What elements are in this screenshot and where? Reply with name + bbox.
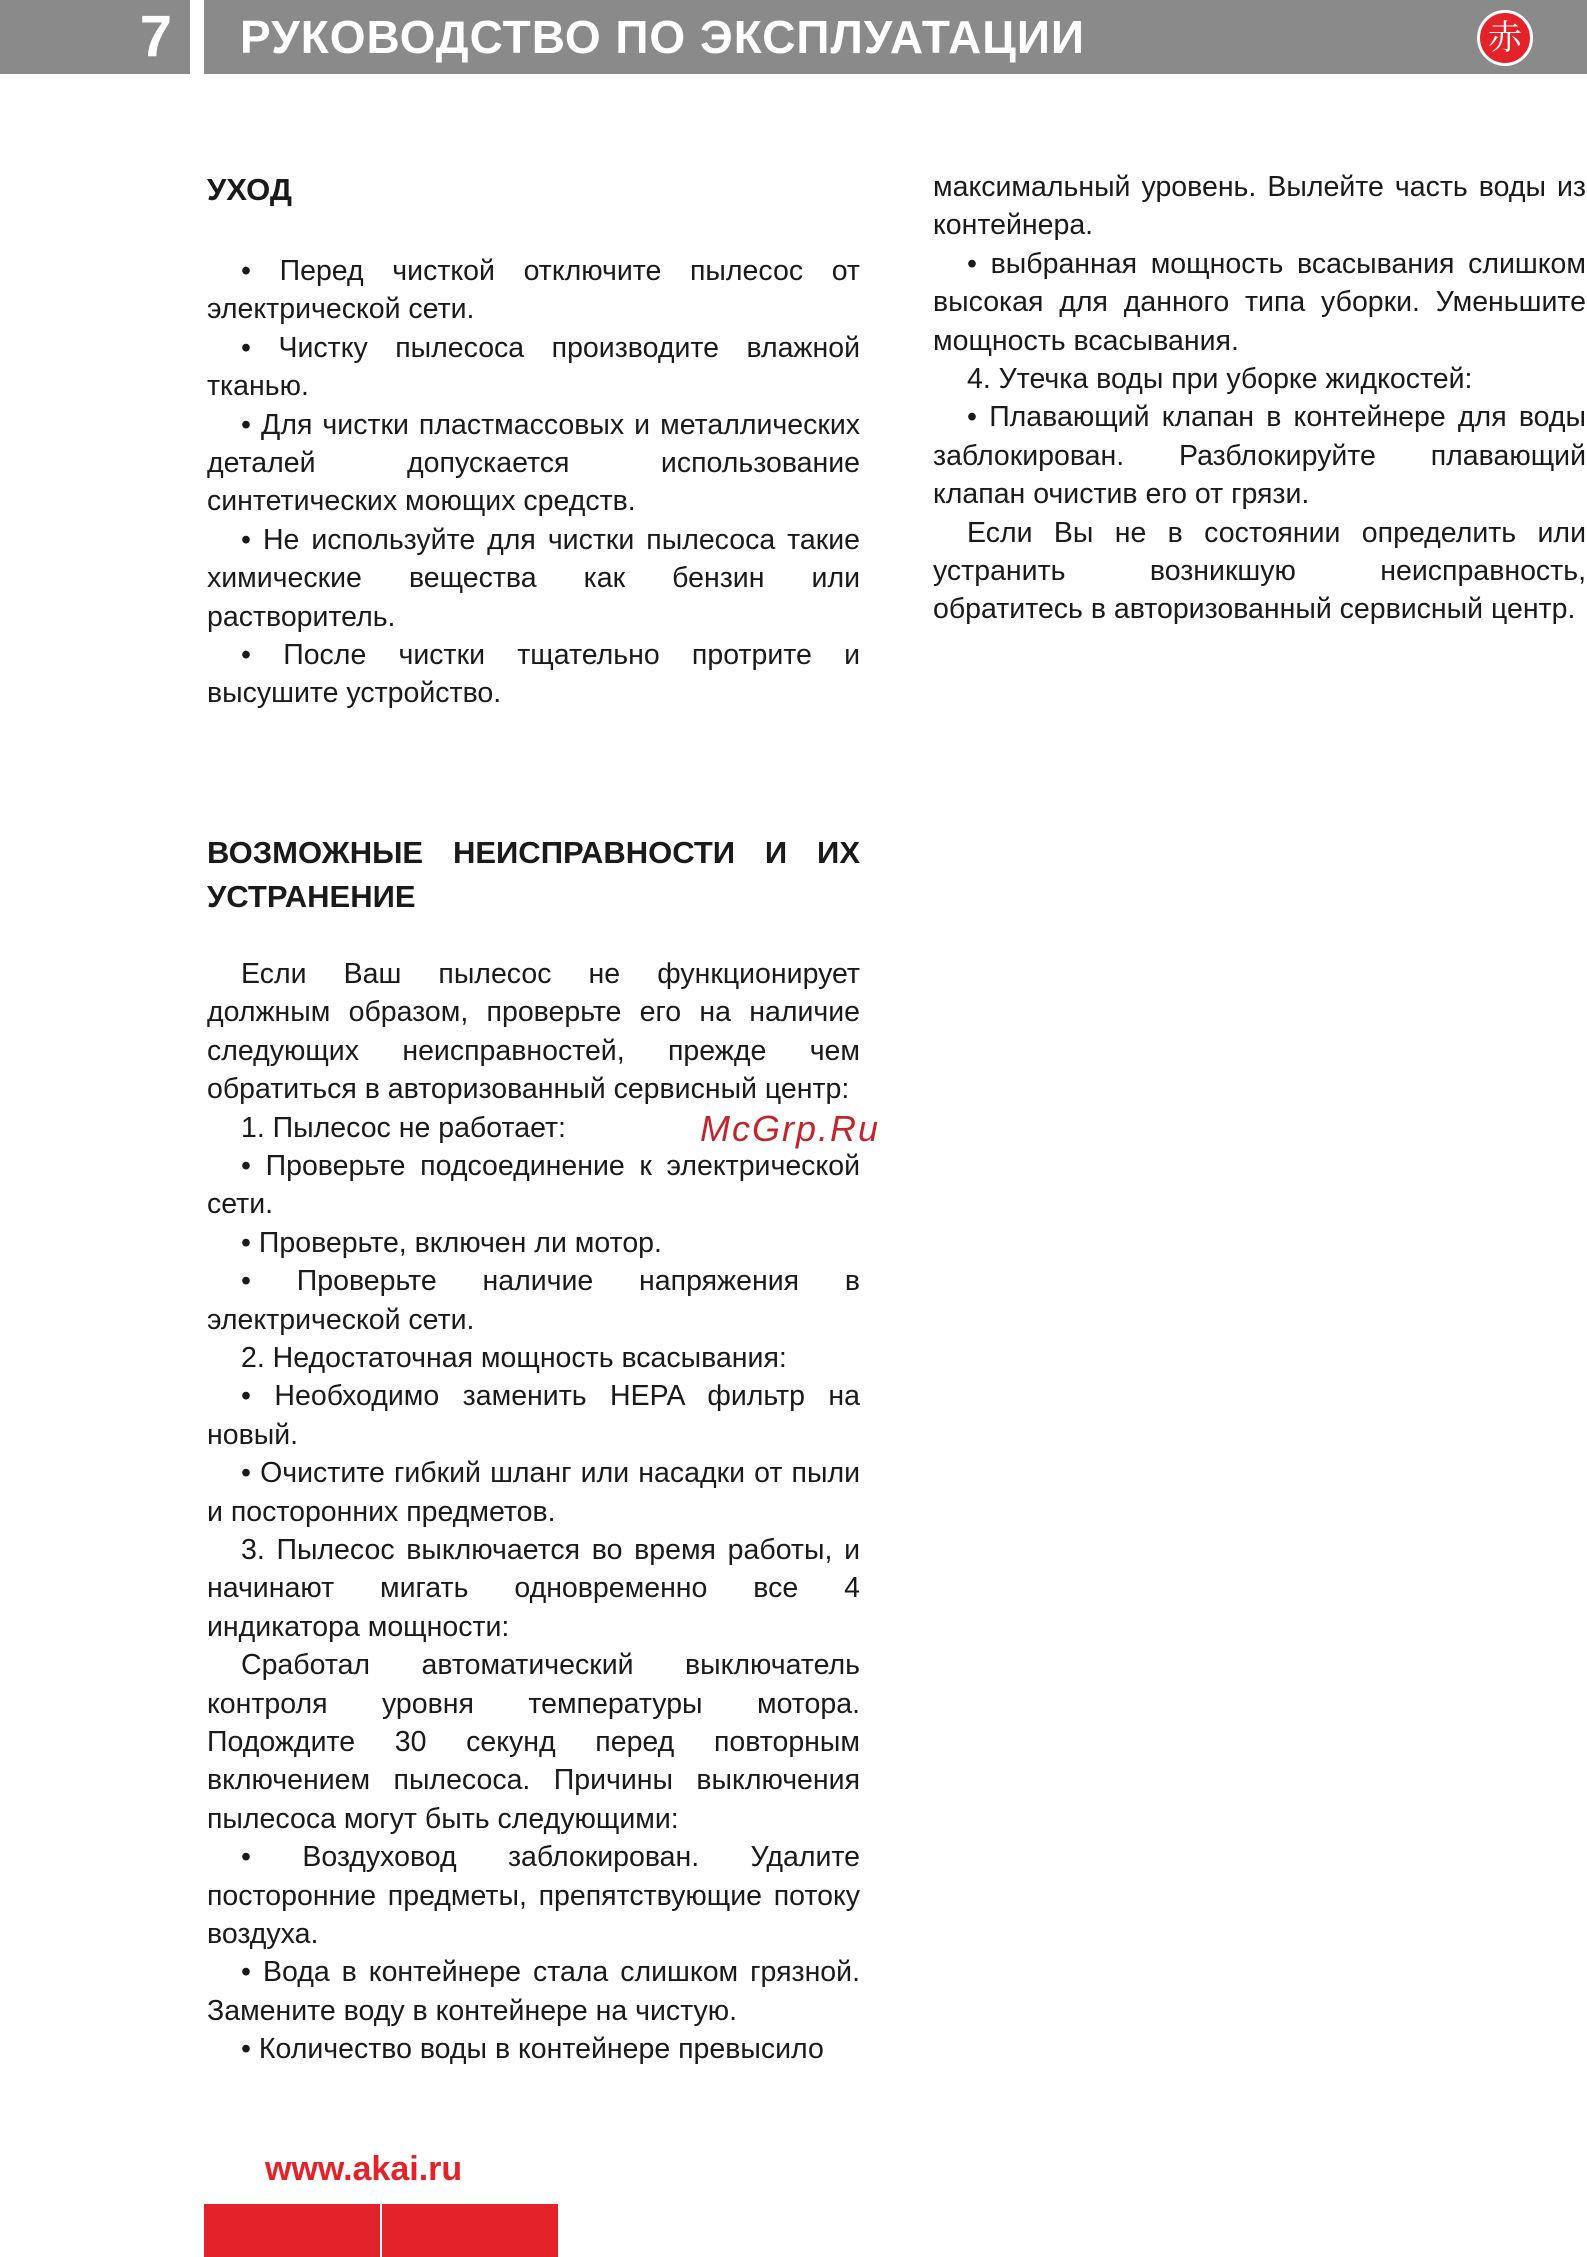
page-number: 7 (0, 0, 190, 74)
page-header (0, 0, 1587, 74)
trouble-paragraph: 1. Пылесос не работает: (241, 1111, 566, 1144)
trouble-paragraph: максимальный уровень. Вылейте часть воды из контейнера. (933, 171, 1586, 242)
trouble-paragraph: • Очистите гибкий шланг или насадки от пыли и посторонних предметов. (207, 1457, 860, 1528)
trouble-paragraph: • Проверьте, включен ли мотор. (241, 1226, 662, 1259)
care-item: • Чистку пылесоса производите влажной тканью. (207, 331, 860, 403)
right-column (933, 168, 1586, 629)
trouble-paragraph: 3. Пылесос выключается во время работы, и начинают мигать одновременно все 4 индикатора мощности: (207, 1533, 860, 1643)
trouble-paragraph: • Необходимо заменить HEPA фильтр на новый. (207, 1380, 860, 1451)
header-bar (204, 0, 1587, 74)
care-item: • Перед чисткой отключите пылесос от электрической сети. (207, 255, 860, 326)
trouble-paragraph: 2. Недостаточная мощность всасывания: (241, 1341, 787, 1374)
care-item: • Не используйте для чистки пылесоса такие химические вещества как бензин или растворитель. (207, 523, 860, 633)
trouble-paragraph: • выбранная мощность всасывания слишком высокая для данного типа уборки. Уменьшите мощность всасывания. (933, 247, 1586, 357)
trouble-paragraph: • Количество воды в контейнере превысило (241, 2033, 824, 2066)
trouble-paragraph: 4. Утечка воды при уборке жидкостей: (967, 363, 1473, 396)
watermark: McGrp.Ru (700, 1108, 881, 1149)
brand-logo-icon: 赤 (1477, 10, 1533, 66)
footer-url-link[interactable]: www.akai.ru (265, 2150, 463, 2188)
trouble-paragraph: • Плавающий клапан в контейнере для воды заблокирован. Разблокируйте плавающий клапан очистив его от грязи. (933, 401, 1586, 511)
trouble-paragraph: Если Ваш пылесос не функционирует должным образом, проверьте его на наличие следующих неисправностей, прежде чем обратиться в авторизованный сервисный центр: (207, 957, 860, 1106)
trouble-paragraph: • Вода в контейнере стала слишком грязной. Замените воду в контейнере на чистую. (207, 1956, 860, 2027)
trouble-paragraph: Сработал автоматический выключатель контроля уровня температуры мотора. Подождите 30 секунд перед повторным включением пылесоса. Причины выключения пылесоса могут быть следующими: (207, 1649, 860, 1835)
footer-decor-block (382, 2204, 558, 2257)
trouble-paragraph: • Проверьте наличие напряжения в электрической сети. (207, 1265, 860, 1336)
trouble-paragraph: Если Вы не в состоянии определить или устранить возникшую неисправность, обратитесь в авторизованный сервисный центр. (933, 516, 1586, 626)
care-item: • Для чистки пластмассовых и металлических деталей допускается использование синтетических моющих средств. (207, 408, 860, 518)
trouble-paragraph: • Проверьте подсоединение к электрической сети. (207, 1149, 860, 1221)
troubleshooting-heading: ВОЗМОЖНЫЕ НЕИСПРАВНОСТИ И ИХ УСТРАНЕНИЕ (207, 834, 860, 914)
header-title: РУКОВОДСТВО ПО ЭКСПЛУАТАЦИИ (240, 11, 1085, 63)
footer-decor-block (204, 2204, 380, 2257)
care-item: • После чистки тщательно протрите и высушите устройство. (207, 639, 860, 710)
care-heading: УХОД (207, 172, 292, 207)
trouble-paragraph: • Воздуховод заблокирован. Удалите посторонние предметы, препятствующие потоку воздуха. (207, 1841, 860, 1951)
